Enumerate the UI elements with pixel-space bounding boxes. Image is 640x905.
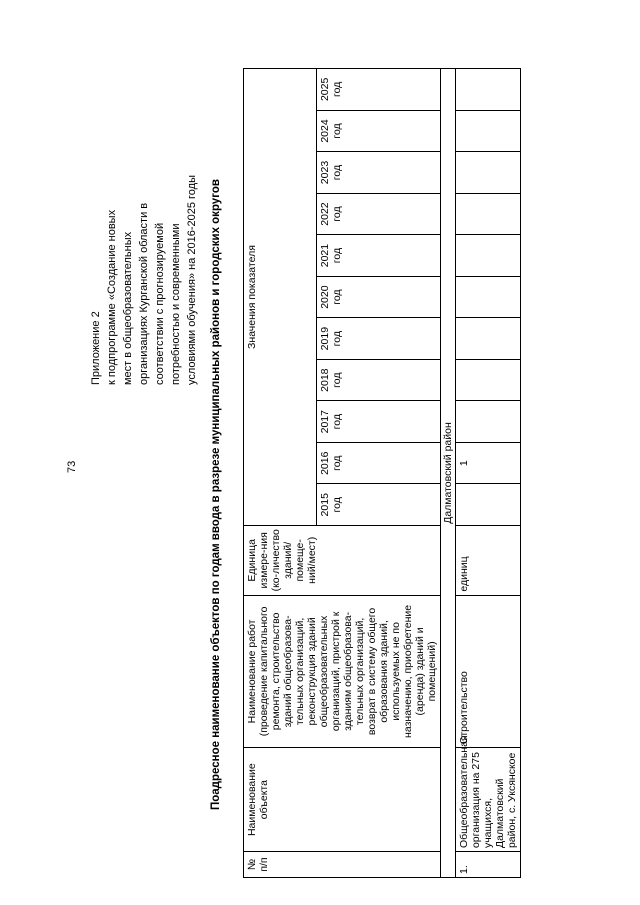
header-year-suffix: год (330, 164, 343, 181)
appendix-line: Приложение 2 (90, 311, 102, 385)
header-year-suffix: год (330, 497, 343, 513)
table-row (456, 69, 521, 878)
appendix-line: к подпрограмме «Создание новых (106, 209, 118, 385)
value-cell (456, 152, 521, 194)
value-cell (456, 69, 521, 111)
header-year-suffix: год (330, 206, 343, 222)
row-object: Общеобразовательная организация на 275 учащихся, Далматовский район, с. Уксянское (456, 748, 521, 852)
header-num: № п/п (244, 852, 441, 878)
header-year-suffix: год (330, 81, 343, 98)
value-cell (456, 359, 521, 401)
header-year (316, 110, 440, 152)
header-year-suffix: год (330, 247, 343, 264)
header-year (316, 152, 440, 194)
row-works: Строительство (456, 595, 521, 748)
value-cell (456, 193, 521, 235)
header-year-suffix: год (330, 455, 343, 471)
value-cell (456, 235, 521, 277)
header-year-number: 2024 (318, 119, 331, 143)
header-works: Наименование работ (проведение капитального ремонта, строительство зданий общеобразова-тельных организаций, реконструкция зданий общеобразовательных организаций, пристрой к зданиям общеобразова-тельных организаций, возврат в систему общего образования зданий, используемых не по назначению, приобретение (аренда) зданий и помещений) (244, 595, 441, 748)
value-cell (456, 276, 521, 318)
value-cell (456, 401, 521, 443)
appendix-line: организациях Курганской области в (138, 202, 150, 385)
header-year-suffix: год (330, 414, 343, 430)
appendix-line: соответствии с прогнозируемой (154, 222, 166, 385)
row-num: 1. (456, 852, 521, 878)
appendix-line: потребностью и современными (170, 223, 182, 385)
page-number: 73 (66, 460, 78, 473)
header-year (316, 193, 440, 235)
district-row: Далматовский район (441, 69, 456, 878)
header-year (316, 442, 440, 484)
header-year-number: 2019 (318, 326, 331, 351)
header-year-number: 2017 (318, 410, 331, 434)
value-cell (456, 318, 521, 360)
value-cell (456, 110, 521, 152)
header-year-number: 2022 (318, 202, 331, 226)
header-unit: Единица измере-ния (ко-личество зданий/ помеще-ний/мест) (244, 526, 441, 596)
header-year-number: 2020 (318, 285, 331, 309)
header-year (316, 484, 440, 526)
header-year (316, 359, 440, 401)
header-year-number: 2016 (318, 451, 331, 475)
header-year-number: 2018 (318, 368, 331, 392)
header-year-suffix: год (330, 372, 343, 388)
value-cell (456, 484, 521, 526)
objects-table (243, 68, 521, 878)
header-year-suffix: год (330, 330, 343, 347)
appendix-line: условиями обучения» на 2016-2025 годы (186, 175, 198, 385)
row-unit: единиц (456, 526, 521, 596)
header-object: Наименование объекта (244, 748, 441, 852)
header-year-number: 2015 (318, 493, 331, 517)
header-year (316, 235, 440, 277)
header-year-suffix: год (330, 123, 343, 139)
appendix-note (88, 75, 200, 385)
appendix-line: мест в общеобразовательных (122, 231, 134, 385)
header-year (316, 318, 440, 360)
header-year-number: 2023 (318, 160, 331, 185)
value-cell: 1 (456, 442, 521, 484)
header-year-number: 2021 (318, 243, 331, 268)
header-year-suffix: год (330, 289, 343, 305)
header-year (316, 401, 440, 443)
document-title: Поадресное наименование объектов по годам ввода в разрезе муниципальных районов и городских округов (210, 179, 222, 810)
header-values-group: Значения показателя (244, 69, 317, 526)
header-year (316, 276, 440, 318)
header-year-number: 2025 (318, 77, 331, 102)
header-year (316, 69, 440, 111)
